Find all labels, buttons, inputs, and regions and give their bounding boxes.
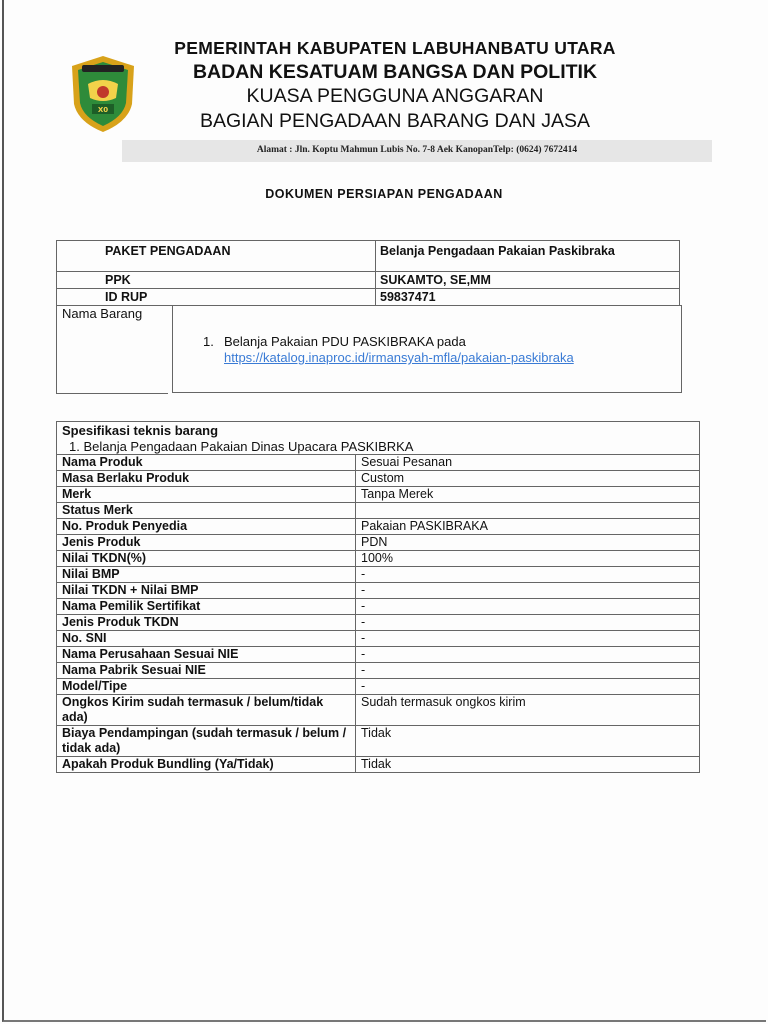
table-row: [57, 241, 680, 272]
table-row: [57, 647, 699, 663]
item-name-label: Nama Barang: [62, 306, 143, 321]
spec-value: -: [356, 663, 700, 679]
item-description: [224, 334, 574, 366]
spec-value: [356, 503, 700, 519]
letterhead-line-4: BAGIAN PENGADAAN BARANG DAN JASA: [199, 110, 591, 132]
table-row: [57, 272, 680, 289]
package-table: [56, 240, 680, 306]
spec-label: Jenis Produk TKDN: [57, 615, 356, 631]
spec-label: Status Merk: [57, 503, 356, 519]
spec-label: Nama Perusahaan Sesuai NIE: [57, 647, 356, 663]
spec-label: Nilai TKDN + Nilai BMP: [57, 583, 356, 599]
table-row: [57, 487, 699, 503]
spec-label: Nilai BMP: [57, 567, 356, 583]
table-row: [57, 535, 699, 551]
spec-value: Tanpa Merek: [356, 487, 700, 503]
letterhead: [140, 36, 650, 134]
table-row: [57, 519, 699, 535]
ppk-value: SUKAMTO, SE,MM: [376, 272, 680, 289]
table-row: [57, 663, 699, 679]
spec-label: Masa Berlaku Produk: [57, 471, 356, 487]
spec-section: [56, 421, 700, 773]
spec-value: -: [356, 647, 700, 663]
spec-label: Nilai TKDN(%): [57, 551, 356, 567]
item-text: Belanja Pakaian PDU PASKIBRAKA pada: [224, 334, 466, 349]
spec-label: Nama Produk: [57, 455, 356, 471]
spec-value: Sudah termasuk ongkos kirim: [356, 695, 700, 726]
table-row: [57, 757, 699, 773]
id-rup-label: ID RUP: [57, 289, 376, 306]
table-row: [57, 599, 699, 615]
table-row: [57, 567, 699, 583]
spec-value: -: [356, 583, 700, 599]
catalog-link[interactable]: https://katalog.inaproc.id/irmansyah-mfla/pakaian-paskibraka: [224, 350, 574, 365]
spec-value: 100%: [356, 551, 700, 567]
item-name-box: [172, 305, 682, 393]
item-number: 1.: [203, 334, 214, 349]
spec-value: -: [356, 631, 700, 647]
spec-label: Jenis Produk: [57, 535, 356, 551]
package-value: Belanja Pengadaan Pakaian Paskibraka: [376, 241, 680, 272]
spec-heading: Spesifikasi teknis barang: [62, 423, 219, 438]
spec-subheading: 1. Belanja Pengadaan Pakaian Dinas Upacara PASKIBRKA: [69, 439, 414, 454]
spec-value: Tidak: [356, 726, 700, 757]
spec-value: -: [356, 679, 700, 695]
spec-value: Sesuai Pesanan: [356, 455, 700, 471]
spec-label: No. Produk Penyedia: [57, 519, 356, 535]
spec-value: -: [356, 599, 700, 615]
table-row: [57, 551, 699, 567]
spec-label: No. SNI: [57, 631, 356, 647]
table-row: [57, 583, 699, 599]
spec-label: Biaya Pendampingan (sudah termasuk / belum / tidak ada): [57, 726, 356, 757]
table-row: [57, 631, 699, 647]
spec-value: PDN: [356, 535, 700, 551]
svg-text:X0: X0: [97, 106, 109, 114]
table-row: [57, 679, 699, 695]
spec-label: Apakah Produk Bundling (Ya/Tidak): [57, 757, 356, 773]
spec-label: Ongkos Kirim sudah termasuk / belum/tidak ada): [57, 695, 356, 726]
spec-label: Nama Pabrik Sesuai NIE: [57, 663, 356, 679]
spec-value: Pakaian PASKIBRAKA: [356, 519, 700, 535]
address-bar: Alamat : Jln. Koptu Mahmun Lubis No. 7-8 Aek KanopanTelp: (0624) 7672414: [122, 140, 712, 162]
table-row: [57, 455, 699, 471]
spec-label: Nama Pemilik Sertifikat: [57, 599, 356, 615]
letterhead-line-2: BADAN KESATUAM BANGSA DAN POLITIK: [192, 61, 598, 83]
table-row: [57, 503, 699, 519]
spec-value: Tidak: [356, 757, 700, 773]
letterhead-line-3: KUASA PENGGUNA ANGGARAN: [246, 85, 544, 107]
spec-value: Custom: [356, 471, 700, 487]
table-row: [57, 615, 699, 631]
ppk-label: PPK: [57, 272, 376, 289]
document-title: DOKUMEN PERSIAPAN PENGADAAN: [265, 187, 503, 201]
spec-label: Merk: [57, 487, 356, 503]
spec-table: [57, 454, 699, 772]
table-row: [57, 695, 699, 726]
letterhead-line-1: PEMERINTAH KABUPATEN LABUHANBATU UTARA: [174, 38, 616, 58]
table-row: [57, 726, 699, 757]
spec-value: -: [356, 567, 700, 583]
table-row: [57, 471, 699, 487]
package-label: PAKET PENGADAAN: [57, 241, 376, 272]
spec-label: Model/Tipe: [57, 679, 356, 695]
spec-value: -: [356, 615, 700, 631]
regency-emblem-icon: [68, 54, 138, 134]
id-rup-value: 59837471: [376, 289, 680, 306]
